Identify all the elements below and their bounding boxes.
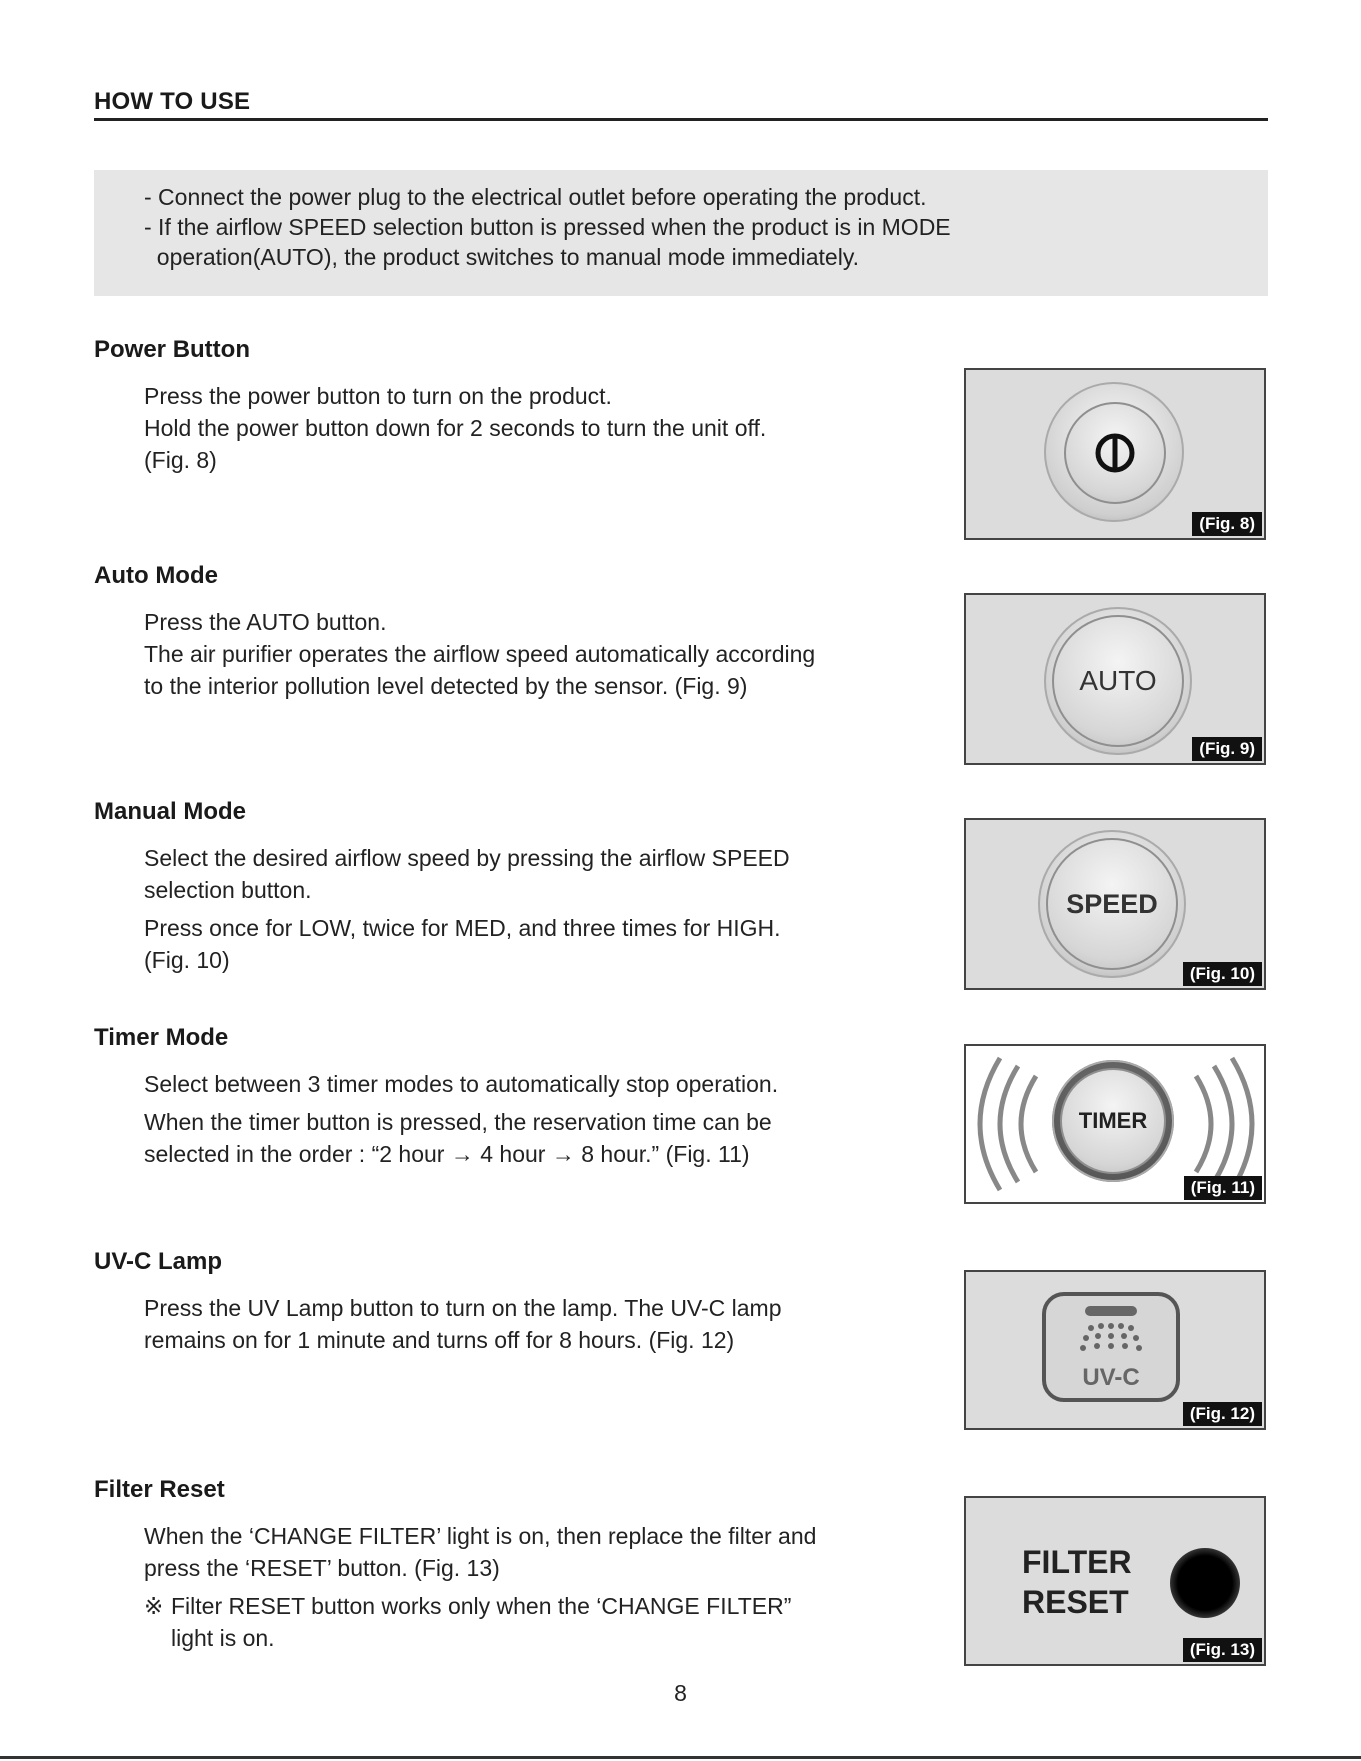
notice-box xyxy=(94,170,1268,296)
section-timer-mode xyxy=(94,1022,944,1170)
figure-tag: (Fig. 8) xyxy=(1192,512,1262,536)
note-text: Filter RESET button works only when the ‘CHANGE FILTER” xyxy=(171,1593,792,1619)
section-manual-mode xyxy=(94,796,944,976)
figure-tag: (Fig. 10) xyxy=(1183,962,1262,986)
body-line: Press the power button to turn on the product. xyxy=(144,383,612,409)
reset-indicator-icon xyxy=(1170,1548,1240,1618)
figure-tag: (Fig. 12) xyxy=(1183,1402,1262,1426)
body-line: When the timer button is pressed, the reservation time can be xyxy=(144,1109,772,1135)
bottom-divider xyxy=(0,1756,1361,1759)
section-heading: Auto Mode xyxy=(94,562,218,589)
notice-line: - Connect the power plug to the electrical outlet before operating the product. xyxy=(144,184,927,210)
body-line: to the interior pollution level detected by the sensor. (Fig. 9) xyxy=(144,673,748,699)
figure-uvc-button xyxy=(964,1270,1266,1430)
body-line: When the ‘CHANGE FILTER’ light is on, then replace the filter and xyxy=(144,1523,817,1549)
uvc-button-graphic xyxy=(1042,1292,1180,1402)
filter-reset-label xyxy=(1022,1542,1132,1622)
figure-tag: (Fig. 11) xyxy=(1184,1176,1262,1200)
section-body xyxy=(144,606,944,702)
section-power-button xyxy=(94,334,944,476)
section-body xyxy=(144,1292,944,1356)
note-mark: ※ xyxy=(144,1593,164,1619)
notice-line: - If the airflow SPEED selection button is pressed when the product is in MODE xyxy=(144,214,951,240)
body-line: remains on for 1 minute and turns off for 8 hours. (Fig. 12) xyxy=(144,1327,735,1353)
body-line: The air purifier operates the airflow speed automatically according xyxy=(144,641,816,667)
section-body xyxy=(144,842,944,976)
body-line: Press once for LOW, twice for MED, and three times for HIGH. xyxy=(144,915,781,941)
note-line: light is on. xyxy=(171,1625,275,1651)
power-button-graphic xyxy=(1064,402,1166,504)
page-number: 8 xyxy=(674,1680,687,1706)
page-title: HOW TO USE xyxy=(94,88,251,115)
notice-line: operation(AUTO), the product switches to manual mode immediately. xyxy=(144,244,860,270)
body-line: selected in the order : “2 hour → 4 hour → 8 hour.” (Fig. 11) xyxy=(144,1141,750,1167)
figure-power-button xyxy=(964,368,1266,540)
auto-button-graphic: AUTO xyxy=(1052,615,1184,747)
section-uvc-lamp xyxy=(94,1246,944,1356)
uv-lamp-icon xyxy=(1071,1302,1151,1356)
timer-button-graphic: TIMER xyxy=(1060,1068,1166,1174)
section-body xyxy=(144,380,944,476)
body-line: (Fig. 8) xyxy=(144,447,217,473)
section-heading: Timer Mode xyxy=(94,1024,229,1051)
figure-auto-button xyxy=(964,593,1266,765)
figure-tag: (Fig. 13) xyxy=(1183,1638,1262,1662)
body-line: press the ‘RESET’ button. (Fig. 13) xyxy=(144,1555,500,1581)
section-body xyxy=(144,1068,944,1170)
body-line: Press the UV Lamp button to turn on the lamp. The UV-C lamp xyxy=(144,1295,782,1321)
filter-label-line: FILTER xyxy=(1022,1544,1132,1580)
figure-tag: (Fig. 9) xyxy=(1192,737,1262,761)
section-auto-mode xyxy=(94,560,944,702)
body-line: selection button. xyxy=(144,877,312,903)
uvc-label: UV-C xyxy=(1082,1364,1140,1391)
title-divider xyxy=(94,118,1268,121)
section-filter-reset xyxy=(94,1474,944,1654)
body-line: (Fig. 10) xyxy=(144,947,230,973)
figure-filter-reset-button xyxy=(964,1496,1266,1666)
body-line: Press the AUTO button. xyxy=(144,609,387,635)
body-line: Select the desired airflow speed by pressing the airflow SPEED xyxy=(144,845,790,871)
reset-label-line: RESET xyxy=(1022,1584,1129,1620)
body-line: Hold the power button down for 2 seconds to turn the unit off. xyxy=(144,415,767,441)
figure-timer-button xyxy=(964,1044,1266,1204)
section-heading: Filter Reset xyxy=(94,1476,225,1503)
section-heading: Power Button xyxy=(94,336,250,363)
note-line xyxy=(144,1590,944,1622)
body-line: Select between 3 timer modes to automatically stop operation. xyxy=(144,1071,779,1097)
section-body xyxy=(144,1520,944,1654)
figure-speed-button xyxy=(964,818,1266,990)
speed-button-graphic: SPEED xyxy=(1046,838,1178,970)
section-heading: UV-C Lamp xyxy=(94,1248,223,1275)
section-heading: Manual Mode xyxy=(94,798,247,825)
power-symbol-icon xyxy=(1092,430,1138,476)
